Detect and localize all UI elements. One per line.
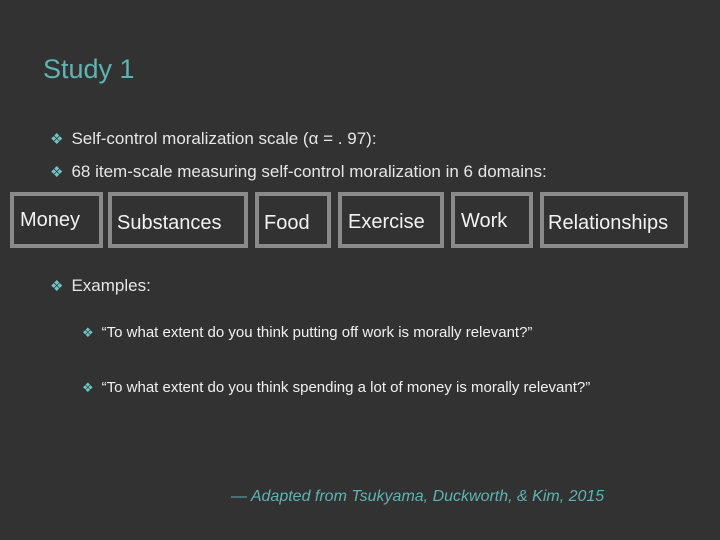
domain-box-food (255, 192, 331, 248)
example-text: “To what extent do you think spending a lot of money is morally relevant?” (101, 379, 591, 396)
domain-label: Work (461, 210, 508, 232)
example-text: “To what extent do you think putting off work is morally relevant?” (101, 324, 533, 341)
bullet-examples (50, 275, 151, 298)
example-item (82, 378, 590, 398)
bullet-text: Self-control moralization scale (α = . 97): (71, 129, 377, 148)
bullet-text: Examples: (71, 276, 151, 295)
domain-label: Food (264, 212, 310, 234)
domain-label: Relationships (548, 212, 669, 234)
diamond-bullet-icon: ❖ (50, 164, 64, 181)
bullet-scale-reliability (50, 128, 377, 151)
domain-box-exercise (338, 192, 444, 248)
domain-label: Money (20, 209, 81, 231)
diamond-bullet-icon: ❖ (82, 325, 94, 340)
example-item (82, 323, 532, 343)
domain-label: Substances (117, 212, 222, 234)
source-credit: — Adapted from Tsukyama, Duckworth, & Kim, 2015 (231, 488, 605, 505)
domain-box-relationships (540, 192, 688, 248)
bullet-scale-description (50, 161, 547, 184)
diamond-bullet-icon: ❖ (82, 380, 94, 395)
diamond-bullet-icon: ❖ (50, 278, 64, 295)
diamond-bullet-icon: ❖ (50, 131, 64, 148)
bullet-text: 68 item-scale measuring self-control moralization in 6 domains: (71, 162, 547, 181)
domain-box-substances (108, 192, 248, 248)
slide-title: Study 1 (43, 54, 135, 84)
domain-label: Exercise (348, 211, 425, 233)
domain-box-money (10, 192, 103, 248)
domain-box-work (451, 192, 533, 248)
